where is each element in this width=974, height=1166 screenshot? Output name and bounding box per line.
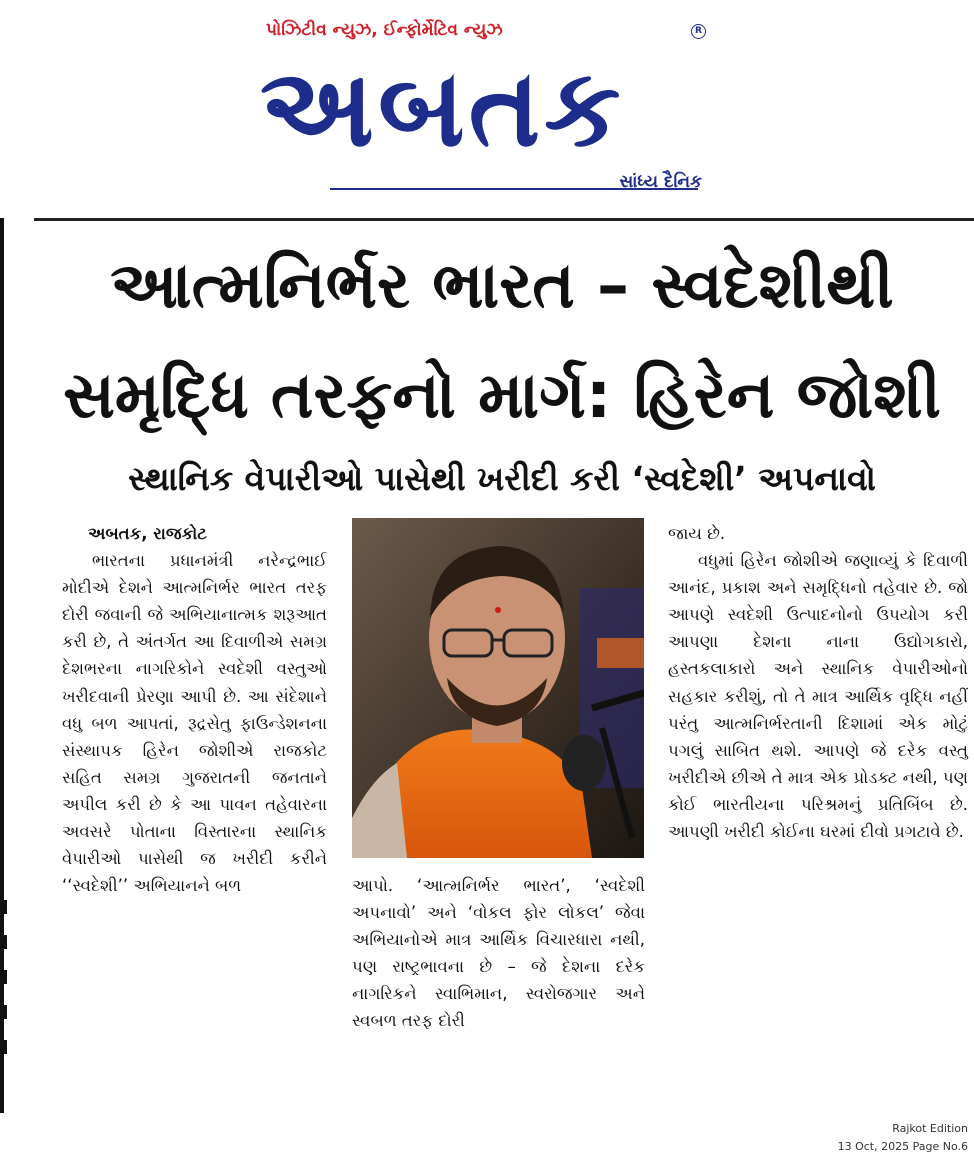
edge-marker (0, 1005, 7, 1019)
header-divider (34, 218, 974, 221)
registered-mark-icon: R (691, 24, 706, 39)
headline-line-1: આત્મનિર્ભર ભારત – સ્વદેશીથી (110, 249, 894, 323)
masthead-tagline: પોઝિટીવ ન્યુઝ, ઈન્ફોર્મેટિવ ન્યુઝ (266, 20, 503, 40)
article-paragraph: જાય છે. (668, 524, 726, 543)
edge-marker (0, 970, 7, 984)
edge-marker (0, 900, 7, 914)
masthead (260, 18, 710, 208)
edition-label: Rajkot Edition (892, 1122, 968, 1135)
article-column-1 (62, 520, 327, 899)
speaker-portrait-image (352, 518, 644, 858)
edge-marker (0, 1040, 7, 1054)
headline-line-2: સમૃદ્ધિ તરફનો માર્ગ: હિરેન જોશી (63, 359, 941, 433)
article-column-2 (352, 872, 645, 1035)
article-paragraph: વધુમાં હિરેન જોશીએ જણાવ્યું કે દિવાળી આનંદ, પ્રકાશ અને સમૃદ્ધિનો તહેવાર છે. જો આપણે સ્વદેશી ઉત્પાદનોનો ઉપયોગ કરી આપણા દેશના નાના ઉદ્યોગકારો, હસ્તકલાકારો અને સ્થાનિક વેપારીઓનો સહકાર કરીશું, તો તે માત્ર આર્થિક વૃદ્ધિ નહીં પરંતુ આત્મનિર્ભરતાની દિશામાં એક મોટું પગલું સાબિત થશે. આપણે જે દરેક વસ્તુ ખરીદીએ છીએ તે માત્ર એક પ્રોડક્ટ નથી, પણ કોઈ ભારતીયના પરિશ્રમનું પ્રતિબિંબ છે. આપણી ખરીદી કોઈના ઘરમાં દીવો પ્રગટાવે છે. (668, 551, 968, 842)
edition-type: સાંધ્ય દૈનિક (619, 172, 702, 192)
edge-marker (0, 935, 7, 949)
date-page-label: 13 Oct, 2025 Page No.6 (837, 1140, 968, 1153)
newspaper-logo: અબતક (260, 46, 625, 171)
article-paragraph: આપો. ‘આત્મનિર્ભર ભારત’, ‘સ્વદેશી અપનાવો’ અને ‘વોકલ ફોર લોકલ’ જેવા અભિયાનોએ માત્ર આર્થિક વિચારધારા નથી, પણ રાષ્ટ્રભાવના છે – જે દેશના દરેક નાગરિકને સ્વાભિમાન, સ્વરોજગાર અને સ્વબળ તરફ દોરી (352, 876, 645, 1031)
byline: અબતક, રાજકોટ (88, 524, 207, 543)
article-photo (352, 518, 644, 858)
article-paragraph: ભારતના પ્રધાનમંત્રી નરેન્દ્રભાઈ મોદીએ દેશને આત્મનિર્ભર ભારત તરફ દોરી જવાની જે અભિયાનાત્મક શરૂઆત કરી છે, તે અંતર્ગત આ દિવાળીએ સમગ્ર દેશભરના નાગરિકોને સ્વદેશી વસ્તુઓ ખરીદવાની પ્રેરણા આપી છે. આ સંદેશાને વધુ બળ આપતાં, રૂદ્રસેતુ ફાઉન્ડેશનના સંસ્થાપક હિરેન જોશીએ રાજકોટ સહિત સમગ્ર ગુજરાતની જનતાને અપીલ કરી છે કે આ પાવન તહેવારના અવસરે પોતાના વિસ્તારના સ્થાનિક વેપારીઓ પાસેથી જ ખરીદી કરીને ‘‘સ્વદેશી’’ અભિયાનને બળ (62, 551, 327, 896)
article-column-3 (668, 520, 968, 845)
subheadline: સ્થાનિક વેપારીઓ પાસેથી ખરીદી કરી ‘સ્વદેશી’ અપનાવો (128, 459, 876, 498)
